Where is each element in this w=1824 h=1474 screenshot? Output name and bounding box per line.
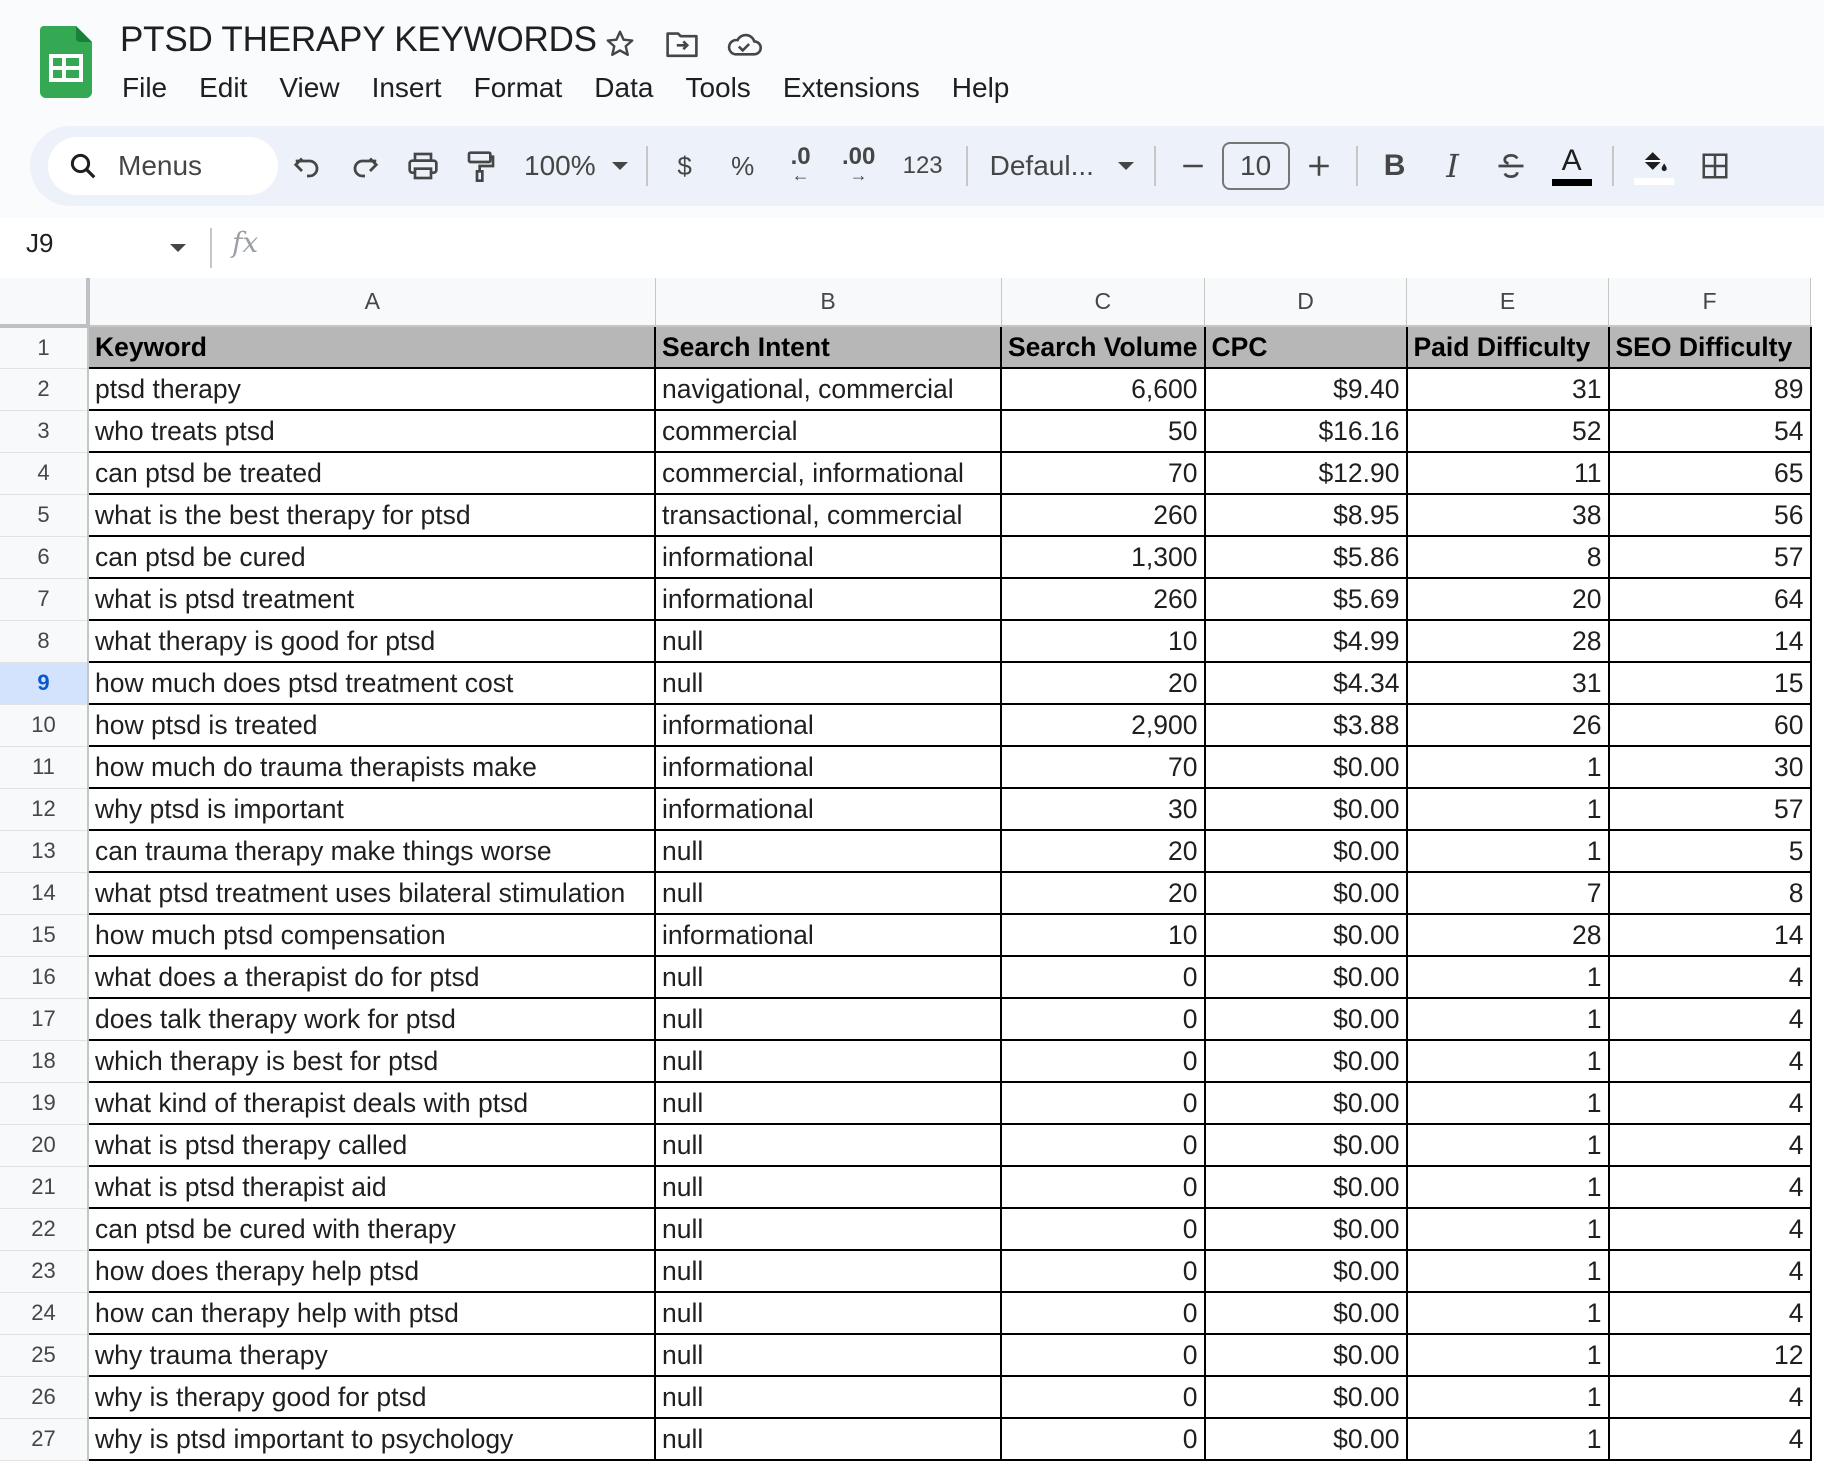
table-row	[0, 1040, 1811, 1082]
cell-e3[interactable]: 52	[1407, 410, 1609, 452]
cell-e17[interactable]: 1	[1407, 998, 1609, 1040]
cell-f22[interactable]: 4	[1609, 1208, 1811, 1250]
table-row	[0, 494, 1811, 536]
cell-f17[interactable]: 4	[1609, 998, 1811, 1040]
cell-table	[0, 278, 1812, 1461]
increase-font-size-button[interactable]	[1290, 137, 1348, 195]
cell-f27[interactable]: 4	[1609, 1418, 1811, 1460]
cell-b4[interactable]: commercial, informational	[655, 452, 1001, 494]
table-row	[0, 620, 1811, 662]
increase-decimal-button[interactable]	[830, 137, 888, 195]
cell-d7[interactable]: $5.69	[1205, 578, 1407, 620]
cell-c21[interactable]: 0	[1001, 1166, 1205, 1208]
cell-f18[interactable]: 4	[1609, 1040, 1811, 1082]
cell-c16[interactable]: 0	[1001, 956, 1205, 998]
cell-f6[interactable]: 57	[1609, 536, 1811, 578]
row-header[interactable]: 13	[0, 830, 88, 872]
cell-f16[interactable]: 4	[1609, 956, 1811, 998]
column-header-c[interactable]: C	[1001, 278, 1205, 326]
row-header[interactable]: 6	[0, 536, 88, 578]
plus-icon	[1306, 153, 1332, 179]
row-header[interactable]: 20	[0, 1124, 88, 1166]
cell-a21[interactable]: what is ptsd therapist aid	[88, 1166, 655, 1208]
text-color-letter: A	[1561, 144, 1582, 177]
cell-d5[interactable]: $8.95	[1205, 494, 1407, 536]
cell-b21[interactable]: null	[655, 1166, 1001, 1208]
formula-bar-divider	[210, 228, 212, 268]
cell-c2[interactable]: 6,600	[1001, 368, 1205, 410]
column-header-d[interactable]: D	[1205, 278, 1407, 326]
menu-edit[interactable]: Edit	[199, 72, 248, 103]
row-header[interactable]: 15	[0, 914, 88, 956]
cell-e20[interactable]: 1	[1407, 1124, 1609, 1166]
cell-e19[interactable]: 1	[1407, 1082, 1609, 1124]
cell-f25[interactable]: 12	[1609, 1334, 1811, 1376]
cell-a5[interactable]: what is the best therapy for ptsd	[88, 494, 655, 536]
table-row	[0, 452, 1811, 494]
cell-f8[interactable]: 14	[1609, 620, 1811, 662]
paint-bucket-icon	[1638, 147, 1670, 175]
cell-c20[interactable]: 0	[1001, 1124, 1205, 1166]
document-title[interactable]: PTSD THERAPY KEYWORDS	[120, 20, 597, 59]
cell-c5[interactable]: 260	[1001, 494, 1205, 536]
cell-f1[interactable]: SEO Difficulty	[1609, 326, 1811, 368]
table-row	[0, 662, 1811, 704]
cell-f20[interactable]: 4	[1609, 1124, 1811, 1166]
cell-b1[interactable]: Search Intent	[655, 326, 1001, 368]
cell-c7[interactable]: 260	[1001, 578, 1205, 620]
fill-color-swatch	[1634, 178, 1674, 185]
cell-c23[interactable]: 0	[1001, 1250, 1205, 1292]
cell-c10[interactable]: 2,900	[1001, 704, 1205, 746]
chevron-down-icon	[612, 162, 628, 170]
cell-b27[interactable]: null	[655, 1418, 1001, 1460]
chevron-down-icon	[1118, 162, 1134, 170]
cell-b18[interactable]: null	[655, 1040, 1001, 1082]
cell-c1[interactable]: Search Volume	[1001, 326, 1205, 368]
cell-a13[interactable]: can trauma therapy make things worse	[88, 830, 655, 872]
cell-d20[interactable]: $0.00	[1205, 1124, 1407, 1166]
cell-b2[interactable]: navigational, commercial	[655, 368, 1001, 410]
row-header[interactable]: 2	[0, 368, 88, 410]
toolbar-divider	[1154, 146, 1156, 186]
cell-a1[interactable]: Keyword	[88, 326, 655, 368]
cell-d15[interactable]: $0.00	[1205, 914, 1407, 956]
cell-b10[interactable]: informational	[655, 704, 1001, 746]
column-header-f[interactable]: F	[1609, 278, 1811, 326]
cell-d2[interactable]: $9.40	[1205, 368, 1407, 410]
table-row	[0, 1418, 1811, 1460]
grid-body	[0, 326, 1811, 1460]
sheets-logo-icon[interactable]	[40, 26, 92, 98]
table-row	[0, 536, 1811, 578]
cell-a17[interactable]: does talk therapy work for ptsd	[88, 998, 655, 1040]
cell-a24[interactable]: how can therapy help with ptsd	[88, 1292, 655, 1334]
cell-b14[interactable]: null	[655, 872, 1001, 914]
cell-c6[interactable]: 1,300	[1001, 536, 1205, 578]
table-row	[0, 788, 1811, 830]
formula-input[interactable]	[290, 228, 1790, 268]
decrease-font-size-button[interactable]	[1164, 137, 1222, 195]
menu-format[interactable]: Format	[473, 72, 563, 103]
cell-d4[interactable]: $12.90	[1205, 452, 1407, 494]
cell-b3[interactable]: commercial	[655, 410, 1001, 452]
text-color-swatch	[1552, 179, 1592, 186]
menu-help[interactable]: Help	[951, 72, 1010, 103]
cell-d18[interactable]: $0.00	[1205, 1040, 1407, 1082]
cell-d23[interactable]: $0.00	[1205, 1250, 1407, 1292]
cell-e14[interactable]: 7	[1407, 872, 1609, 914]
cell-f21[interactable]: 4	[1609, 1166, 1811, 1208]
cell-d8[interactable]: $4.99	[1205, 620, 1407, 662]
row-header[interactable]: 5	[0, 494, 88, 536]
cell-e6[interactable]: 8	[1407, 536, 1609, 578]
menu-insert[interactable]: Insert	[371, 72, 442, 103]
cell-e21[interactable]: 1	[1407, 1166, 1609, 1208]
row-header[interactable]: 25	[0, 1334, 88, 1376]
cell-b23[interactable]: null	[655, 1250, 1001, 1292]
cell-b9[interactable]: null	[655, 662, 1001, 704]
cell-a2[interactable]: ptsd therapy	[88, 368, 655, 410]
cell-a20[interactable]: what is ptsd therapy called	[88, 1124, 655, 1166]
cell-f3[interactable]: 54	[1609, 410, 1811, 452]
table-row	[0, 704, 1811, 746]
cell-f15[interactable]: 14	[1609, 914, 1811, 956]
paint-format-button[interactable]	[452, 137, 510, 195]
cell-a3[interactable]: who treats ptsd	[88, 410, 655, 452]
zoom-dropdown-button[interactable]	[602, 137, 638, 195]
cell-e25[interactable]: 1	[1407, 1334, 1609, 1376]
row-header[interactable]: 3	[0, 410, 88, 452]
row-header[interactable]: 1	[0, 326, 88, 368]
table-row	[0, 998, 1811, 1040]
table-row	[0, 578, 1811, 620]
cell-d16[interactable]: $0.00	[1205, 956, 1407, 998]
cell-a19[interactable]: what kind of therapist deals with ptsd	[88, 1082, 655, 1124]
table-row	[0, 1124, 1811, 1166]
cell-d24[interactable]: $0.00	[1205, 1292, 1407, 1334]
paint-format-icon	[466, 150, 496, 182]
cell-f11[interactable]: 30	[1609, 746, 1811, 788]
cell-c4[interactable]: 70	[1001, 452, 1205, 494]
cell-c22[interactable]: 0	[1001, 1208, 1205, 1250]
cell-d22[interactable]: $0.00	[1205, 1208, 1407, 1250]
font-size-input[interactable]: 10	[1222, 142, 1290, 190]
font-dropdown-button[interactable]	[1106, 137, 1146, 195]
cell-e24[interactable]: 1	[1407, 1292, 1609, 1334]
cell-c17[interactable]: 0	[1001, 998, 1205, 1040]
arrow-right-icon: →	[849, 165, 868, 185]
row-header[interactable]: 14	[0, 872, 88, 914]
cell-c12[interactable]: 30	[1001, 788, 1205, 830]
cell-e9[interactable]: 31	[1407, 662, 1609, 704]
table-row	[0, 746, 1811, 788]
format-currency-button[interactable]: $	[677, 150, 692, 181]
cell-a9[interactable]: how much does ptsd treatment cost	[88, 662, 655, 704]
cell-b22[interactable]: null	[655, 1208, 1001, 1250]
cell-b15[interactable]: informational	[655, 914, 1001, 956]
search-icon	[68, 151, 98, 181]
cell-a27[interactable]: why is ptsd important to psychology	[88, 1418, 655, 1460]
cell-a15[interactable]: how much ptsd compensation	[88, 914, 655, 956]
table-row	[0, 410, 1811, 452]
table-row	[0, 1208, 1811, 1250]
cell-a6[interactable]: can ptsd be cured	[88, 536, 655, 578]
row-header[interactable]: 19	[0, 1082, 88, 1124]
table-row	[0, 1082, 1811, 1124]
cell-c19[interactable]: 0	[1001, 1082, 1205, 1124]
cell-e15[interactable]: 28	[1407, 914, 1609, 956]
table-row	[0, 368, 1811, 410]
row-header[interactable]: 21	[0, 1166, 88, 1208]
cell-e26[interactable]: 1	[1407, 1376, 1609, 1418]
print-icon	[407, 150, 439, 182]
row-header[interactable]: 24	[0, 1292, 88, 1334]
cell-a26[interactable]: why is therapy good for ptsd	[88, 1376, 655, 1418]
cell-b12[interactable]: informational	[655, 788, 1001, 830]
cell-f19[interactable]: 4	[1609, 1082, 1811, 1124]
cell-e12[interactable]: 1	[1407, 788, 1609, 830]
cell-d10[interactable]: $3.88	[1205, 704, 1407, 746]
cell-f23[interactable]: 4	[1609, 1250, 1811, 1292]
strikethrough-icon	[1496, 151, 1526, 181]
cloud-saved-icon[interactable]	[724, 24, 764, 64]
arrow-left-icon: ←	[791, 165, 810, 185]
cell-f5[interactable]: 56	[1609, 494, 1811, 536]
zoom-select[interactable]: 100%	[524, 150, 596, 181]
cell-b16[interactable]: null	[655, 956, 1001, 998]
cell-d13[interactable]: $0.00	[1205, 830, 1407, 872]
cell-e18[interactable]: 1	[1407, 1040, 1609, 1082]
toolbar-divider	[1356, 146, 1358, 186]
column-header-a[interactable]: A	[88, 278, 655, 326]
star-icon[interactable]	[600, 24, 640, 64]
cell-c26[interactable]: 0	[1001, 1376, 1205, 1418]
cell-c14[interactable]: 20	[1001, 872, 1205, 914]
cell-b8[interactable]: null	[655, 620, 1001, 662]
cell-e13[interactable]: 1	[1407, 830, 1609, 872]
cell-a12[interactable]: why ptsd is important	[88, 788, 655, 830]
cell-a22[interactable]: can ptsd be cured with therapy	[88, 1208, 655, 1250]
cell-a16[interactable]: what does a therapist do for ptsd	[88, 956, 655, 998]
cell-d17[interactable]: $0.00	[1205, 998, 1407, 1040]
borders-icon	[1700, 151, 1730, 181]
cell-e1[interactable]: Paid Difficulty	[1407, 326, 1609, 368]
toolbar-divider	[646, 146, 648, 186]
cell-d12[interactable]: $0.00	[1205, 788, 1407, 830]
move-to-folder-icon[interactable]	[662, 24, 702, 64]
cell-b24[interactable]: null	[655, 1292, 1001, 1334]
toolbar-divider	[1612, 146, 1614, 186]
cell-a4[interactable]: can ptsd be treated	[88, 452, 655, 494]
table-row	[0, 1334, 1811, 1376]
menu-extensions[interactable]: Extensions	[782, 72, 920, 103]
cell-e22[interactable]: 1	[1407, 1208, 1609, 1250]
row-header[interactable]: 26	[0, 1376, 88, 1418]
cell-c25[interactable]: 0	[1001, 1334, 1205, 1376]
formula-bar	[0, 218, 1824, 278]
cell-b7[interactable]: informational	[655, 578, 1001, 620]
menu-bar	[106, 68, 1025, 108]
cell-e11[interactable]: 1	[1407, 746, 1609, 788]
menu-search-label: Menus	[118, 150, 203, 181]
column-header-e[interactable]: E	[1407, 278, 1609, 326]
cell-f2[interactable]: 89	[1609, 368, 1811, 410]
chevron-down-icon[interactable]	[170, 244, 186, 252]
cell-f12[interactable]: 57	[1609, 788, 1811, 830]
minus-icon	[1180, 153, 1206, 179]
cell-d14[interactable]: $0.00	[1205, 872, 1407, 914]
cell-b25[interactable]: null	[655, 1334, 1001, 1376]
cell-e5[interactable]: 38	[1407, 494, 1609, 536]
table-row	[0, 956, 1811, 998]
column-header-b[interactable]: B	[655, 278, 1001, 326]
cell-e7[interactable]: 20	[1407, 578, 1609, 620]
cell-a23[interactable]: how does therapy help ptsd	[88, 1250, 655, 1292]
more-formats-button[interactable]: 123	[902, 152, 943, 179]
cell-c15[interactable]: 10	[1001, 914, 1205, 956]
cell-d21[interactable]: $0.00	[1205, 1166, 1407, 1208]
header-row	[0, 326, 1811, 368]
cell-b11[interactable]: informational	[655, 746, 1001, 788]
cell-f14[interactable]: 8	[1609, 872, 1811, 914]
table-row	[0, 1250, 1811, 1292]
menu-search[interactable]	[48, 137, 278, 195]
cell-c9[interactable]: 20	[1001, 662, 1205, 704]
cell-c8[interactable]: 10	[1001, 620, 1205, 662]
cell-b20[interactable]: null	[655, 1124, 1001, 1166]
increase-decimal-label: .00	[841, 143, 876, 170]
cell-f10[interactable]: 60	[1609, 704, 1811, 746]
cell-d19[interactable]: $0.00	[1205, 1082, 1407, 1124]
fill-color-button[interactable]	[1622, 137, 1686, 195]
cell-e4[interactable]: 11	[1407, 452, 1609, 494]
cell-a8[interactable]: what therapy is good for ptsd	[88, 620, 655, 662]
format-percent-button[interactable]: %	[731, 150, 755, 181]
cell-f4[interactable]: 65	[1609, 452, 1811, 494]
toolbar	[30, 126, 1824, 206]
cell-f7[interactable]: 64	[1609, 578, 1811, 620]
cell-b17[interactable]: null	[655, 998, 1001, 1040]
cell-b6[interactable]: informational	[655, 536, 1001, 578]
row-header[interactable]: 12	[0, 788, 88, 830]
table-row	[0, 914, 1811, 956]
cell-e23[interactable]: 1	[1407, 1250, 1609, 1292]
cell-c27[interactable]: 0	[1001, 1418, 1205, 1460]
cell-d26[interactable]: $0.00	[1205, 1376, 1407, 1418]
cell-a10[interactable]: how ptsd is treated	[88, 704, 655, 746]
cell-e10[interactable]: 26	[1407, 704, 1609, 746]
name-box[interactable]: J9	[26, 228, 54, 258]
undo-icon	[292, 151, 322, 181]
row-header[interactable]: 17	[0, 998, 88, 1040]
row-header[interactable]: 9	[0, 662, 88, 704]
table-row	[0, 830, 1811, 872]
column-header-row	[0, 278, 1811, 326]
row-header[interactable]: 18	[0, 1040, 88, 1082]
text-color-button[interactable]	[1540, 137, 1604, 195]
cell-e16[interactable]: 1	[1407, 956, 1609, 998]
table-row	[0, 872, 1811, 914]
font-select[interactable]: Defaul...	[989, 150, 1094, 181]
cell-f26[interactable]: 4	[1609, 1376, 1811, 1418]
cell-d11[interactable]: $0.00	[1205, 746, 1407, 788]
row-header[interactable]: 8	[0, 620, 88, 662]
row-header[interactable]: 27	[0, 1418, 88, 1460]
cell-a18[interactable]: which therapy is best for ptsd	[88, 1040, 655, 1082]
table-row	[0, 1292, 1811, 1334]
title-actions	[600, 24, 764, 64]
bold-button[interactable]: B	[1383, 149, 1406, 182]
undo-button[interactable]	[278, 137, 336, 195]
cell-a11[interactable]: how much do trauma therapists make	[88, 746, 655, 788]
cell-c11[interactable]: 70	[1001, 746, 1205, 788]
cell-f24[interactable]: 4	[1609, 1292, 1811, 1334]
redo-icon	[350, 151, 380, 181]
cell-a14[interactable]: what ptsd treatment uses bilateral stimulation	[88, 872, 655, 914]
spreadsheet-grid[interactable]	[0, 278, 1824, 1474]
table-row	[0, 1166, 1811, 1208]
strikethrough-button[interactable]	[1482, 137, 1540, 195]
cell-d6[interactable]: $5.86	[1205, 536, 1407, 578]
cell-f13[interactable]: 5	[1609, 830, 1811, 872]
cell-c18[interactable]: 0	[1001, 1040, 1205, 1082]
borders-button[interactable]	[1686, 137, 1744, 195]
cell-f9[interactable]: 15	[1609, 662, 1811, 704]
select-all-corner[interactable]	[0, 278, 88, 326]
title-bar	[0, 0, 1824, 122]
cell-d1[interactable]: CPC	[1205, 326, 1407, 368]
menu-view[interactable]: View	[279, 72, 340, 103]
italic-button[interactable]: I	[1446, 147, 1459, 185]
row-header[interactable]: 7	[0, 578, 88, 620]
cell-b5[interactable]: transactional, commercial	[655, 494, 1001, 536]
menu-tools[interactable]: Tools	[685, 72, 751, 103]
cell-c24[interactable]: 0	[1001, 1292, 1205, 1334]
row-header[interactable]: 11	[0, 746, 88, 788]
row-header[interactable]: 23	[0, 1250, 88, 1292]
decrease-decimal-label: .0	[790, 143, 811, 170]
cell-a25[interactable]: why trauma therapy	[88, 1334, 655, 1376]
fx-icon: fx	[232, 226, 259, 259]
row-header[interactable]: 22	[0, 1208, 88, 1250]
row-header[interactable]: 16	[0, 956, 88, 998]
menu-data[interactable]: Data	[594, 72, 654, 103]
cell-c13[interactable]: 20	[1001, 830, 1205, 872]
redo-button[interactable]	[336, 137, 394, 195]
decrease-decimal-button[interactable]	[772, 137, 830, 195]
cell-e2[interactable]: 31	[1407, 368, 1609, 410]
cell-e27[interactable]: 1	[1407, 1418, 1609, 1460]
cell-b26[interactable]: null	[655, 1376, 1001, 1418]
row-header[interactable]: 10	[0, 704, 88, 746]
cell-c3[interactable]: 50	[1001, 410, 1205, 452]
print-button[interactable]	[394, 137, 452, 195]
cell-a7[interactable]: what is ptsd treatment	[88, 578, 655, 620]
cell-d3[interactable]: $16.16	[1205, 410, 1407, 452]
cell-d25[interactable]: $0.00	[1205, 1334, 1407, 1376]
row-header[interactable]: 4	[0, 452, 88, 494]
menu-file[interactable]: File	[122, 72, 168, 103]
table-row	[0, 1376, 1811, 1418]
cell-b13[interactable]: null	[655, 830, 1001, 872]
cell-d9[interactable]: $4.34	[1205, 662, 1407, 704]
cell-d27[interactable]: $0.00	[1205, 1418, 1407, 1460]
cell-b19[interactable]: null	[655, 1082, 1001, 1124]
toolbar-divider	[966, 146, 968, 186]
cell-e8[interactable]: 28	[1407, 620, 1609, 662]
